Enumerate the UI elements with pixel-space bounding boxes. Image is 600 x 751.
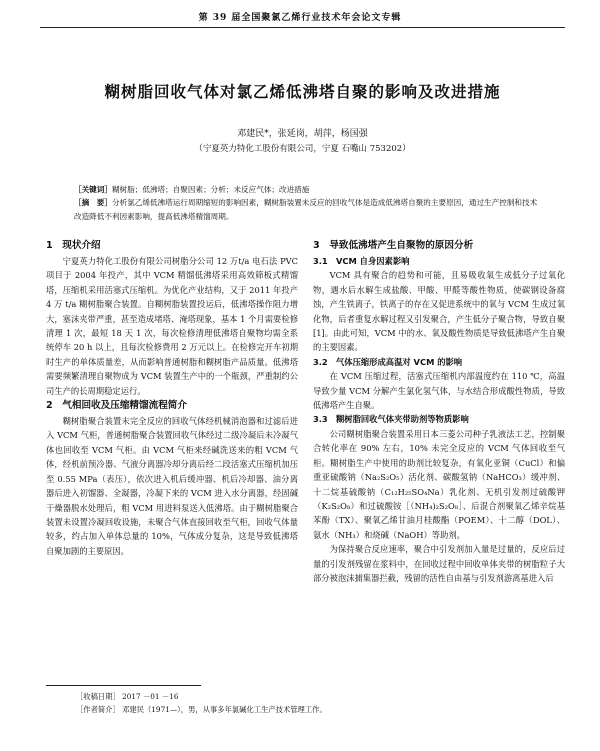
section-1-heading: 1 现状介绍	[46, 240, 101, 251]
section-3-3-paragraph: 公司糊树脂聚合装置采用日本三菱公司种子乳液法工艺，控制聚合转化率在 90% 左右，10% 未完全反应的 VCM 气体回收至气柜。糊树脂生产中使用的助剂比较复杂，有氧化亚铜（CuCl）和偏重亚硫酸钠（Na₂S₂O₅）活化剂、碳酸氢钠（NaHCO₃）缓冲剂、十二烷基硫酸钠（C₁₂H₂₅SO₄Na）乳化剂、无机引发剂过硫酸钾（K₂S₂O₈）和过硫酸铵［（NH₄)₂S₂O₈］、后混合剂聚氧乙烯辛烷基苯酚（TX）、聚氧乙烯甘油月桂酸酯（POEM）、十二醇（DOL）、氨水（NH₃）和烧碱（NaOH）等助剂。	[313, 428, 565, 540]
section-3-heading: 3 导致低沸塔产生自聚物的原因分析	[313, 240, 474, 251]
received-date: ［收稿日期］ 2017 －01 －16	[76, 692, 179, 701]
abstract	[74, 196, 544, 223]
section-2-heading: 2 气相回收及压缩精馏流程简介	[46, 400, 187, 412]
affiliation: （宁夏英力特化工股份有限公司，宁夏 石嘴山 753202）	[194, 144, 411, 154]
header-rule	[40, 27, 565, 28]
section-3-2-heading: 3.2 气体压缩形成高温对 VCM 的影响	[313, 356, 463, 367]
authors: 邓建民*，张延岗，胡萍，杨国强	[237, 129, 368, 139]
right-column	[313, 238, 565, 585]
abstract-block	[74, 183, 544, 223]
abstract-text: 分析氯乙烯低沸塔运行周期缩短的影响因素，糊树脂装置未反应的回收气体是造成低沸塔自聚的主要原因，通过生产控制和技术改造降低不利因素影响，提高低沸塔精馏周期。	[74, 198, 538, 221]
keywords-text: 糊树脂；低沸塔；自聚因素；分析；未反应气体；改进措施	[111, 185, 310, 194]
section-3-1-paragraph: VCM 具有聚合的趋势和可能，且易吸收氧生成低分子过氧化物，遇水后水解生成盐酸、甲酸、甲醛等酸性物质，使碳钢设备腐蚀，产生铁离子，铁离子的存在又促进系统中的氧与 VCM 生成过氧化物，后者重复水解过程又引发聚合，产生低分子聚合物，导致自聚[1]。由此可知，VCM 中的水、氧及酸性物质是导致低沸塔产生自聚的主要因素。	[313, 270, 565, 353]
left-column	[46, 238, 298, 558]
section-3-3-paragraph-2: 为保持聚合反应速率，聚合中引发剂加入量是过量的，反应后过量的引发剂残留在浆料中，在回收过程中回收单体夹带的树脂粒子大部分被泡沫捕集器拦截，残留的活性自由基与引发剂游离基进入后	[313, 544, 565, 583]
running-head: 第 39 届全国聚氯乙烯行业技术年会论文专辑	[198, 13, 402, 23]
paper-title: 糊树脂回收气体对氯乙烯低沸塔自聚的影响及改进措施	[104, 82, 501, 101]
section-3-1-heading: 3.1 VCM 自身因素影响	[313, 256, 410, 266]
section-3-2-paragraph: 在 VCM 压缩过程，活塞式压缩机内部温度约在 110 ℃，高温导致少量 VCM 分解产生氯化氢气体，与水结合形成酸性物质，导致低沸塔产生自聚。	[313, 371, 565, 411]
section-3-3-heading: 3.3 糊树脂回收气体夹带助剂等物质影响	[313, 414, 469, 425]
footnotes	[76, 690, 556, 716]
author-bio: ［作者简介］ 邓建民（1971—），男，从事多年氯碱化工生产技术管理工作。	[76, 705, 327, 714]
section-2-paragraph: 糊树脂聚合装置未完全反应的回收气体经机械消泡器和过滤后进入 VCM 气柜，普通树脂聚合装置回收气体经过二级冷凝后未冷凝气体也回收至 VCM 气柜。由 VCM 气柜来经碱洗送来的粗 VCM 气体，经机前预冷器、气液分离器冷却分离后经二段活塞式压缩机加压至 0.55 MPa（表压），依次进入机后缓冲器、机后冷却器、油分离器后进入初馏器、全凝器，冷凝下来的 VCM 进入水分离器，经固碱干燥器脱水处理后，粗 VCM 用进料泵送入低沸塔。由于糊树脂聚合装置未设置冷凝回收设施，未聚合气体直接回收至气柜，回收气体量较多，约占加入单体总量的 10%，气体成分复杂，这是导致低沸塔自聚加剧的主要原因。	[46, 416, 298, 556]
keywords	[74, 183, 544, 196]
keywords-label: ［关键词］	[74, 185, 112, 194]
section-1-paragraph: 宁夏英力特化工股份有限公司树脂分公司 12 万t/a 电石法 PVC 项目于 2004 年投产，其中 VCM 精馏低沸塔采用高效筛板式精馏塔，压缩机采用活塞式压缩机。为优化产业结构，又于 2011 年投产 4 万 t/a 糊树脂聚合装置。自糊树脂装置投运后，低沸塔操作阻力增大，塞沫夹带严重，甚至造成堵塔、淹塔现象，基本 1 个月需要检修清理 1 次，最短 18 天 1 次，每次检修清理低沸塔自聚物均需全系统停车 20 h 以上，且每次检修费用 2 万元以上。在检修完开车初期时生产的单体质量差，从而影响普通树脂和糊树脂产品质量。低沸塔需要频繁清理自聚物成为 VCM 装置生产中的一个瓶颈，严重制约公司生产的长周期稳定运行。	[46, 256, 298, 396]
abstract-label: ［摘 要］	[74, 198, 112, 208]
footnote-rule	[46, 685, 201, 686]
